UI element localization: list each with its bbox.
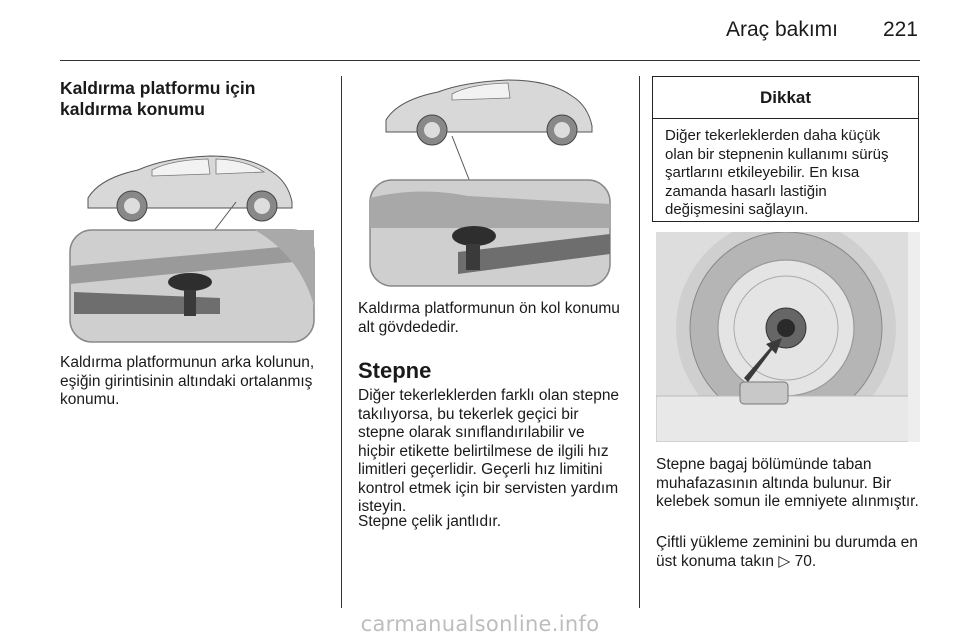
caption-front-lift-point: Kaldırma platformunun ön kol konumu alt gövdededir. bbox=[358, 300, 620, 336]
figure-spare-wheel-trunk bbox=[656, 232, 920, 442]
section-title: Stepne bbox=[358, 358, 432, 383]
watermark: carmanualsonline.info bbox=[360, 612, 600, 636]
column-divider-2 bbox=[639, 76, 640, 608]
figure-front-lift-point bbox=[358, 78, 620, 290]
section-subtitle: Kaldırma platformu için kaldırma konumu bbox=[60, 78, 256, 119]
figure-rear-lift-point bbox=[60, 126, 322, 344]
caution-notice-box bbox=[652, 76, 919, 222]
spare-wheel-paragraph: Diğer tekerleklerden farklı olan stepne takılıyorsa, bu tekerlek geçici bir stepne olarak sınıflandırılabilir ve hiçbir etikette belirtilmese de ilgili hız limitleri geçerlidir. Geçerli hız limitini kontrol etmek için bir servisten yardım isteyin. bbox=[358, 387, 620, 515]
column-divider-1 bbox=[341, 76, 342, 608]
loading-floor-text: Çiftli yükleme zeminini bu durumda en üst konuma takın bbox=[656, 534, 918, 570]
spare-wheel-location-paragraph: Stepne bagaj bölümünde taban muhafazasının altında bulunur. Bir kelebek somun ile emniyete alınmıştır. bbox=[656, 456, 919, 510]
header-divider bbox=[60, 60, 920, 61]
header-title: Araç bakımı bbox=[725, 18, 838, 41]
steel-rim-paragraph: Stepne çelik jantlıdır. bbox=[358, 513, 502, 530]
loading-floor-paragraph bbox=[656, 534, 920, 571]
page-reference-icon: ▷ bbox=[778, 552, 791, 570]
page-reference-link[interactable]: 70. bbox=[790, 552, 817, 570]
page-number: 221 bbox=[882, 18, 918, 41]
caption-rear-lift-point: Kaldırma platformunun arka kolunun, eşiğin girintisinin altındaki ortalanmış konumu. bbox=[60, 354, 315, 408]
notice-title: Dikkat bbox=[653, 77, 918, 119]
notice-text: Diğer tekerleklerden daha küçük olan bir stepnenin kullanımı sürüş şartlarını etkileyebilir. En kısa zamanda hasarlı lastiğin değişmesini sağlayın. bbox=[665, 127, 889, 218]
